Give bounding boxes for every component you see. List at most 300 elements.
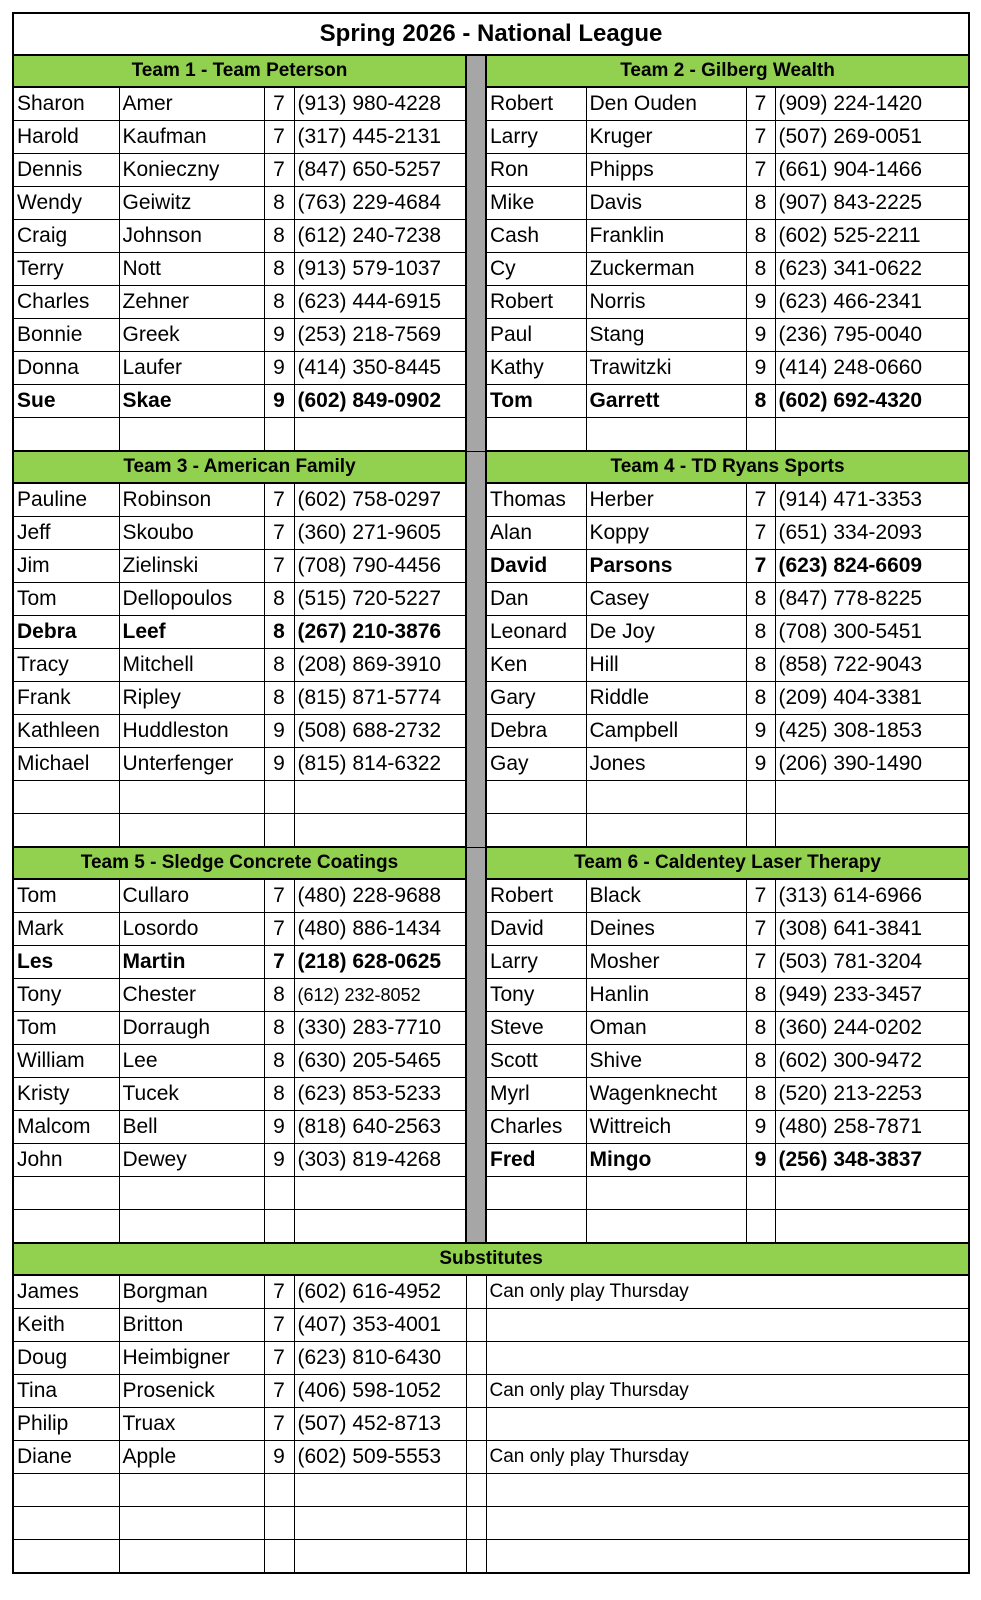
left-first-name: William [13, 1045, 119, 1078]
left-first-name: Kristy [13, 1078, 119, 1111]
substitute-first-name: James [13, 1275, 119, 1309]
column-separator [466, 55, 486, 451]
left-phone [294, 814, 466, 848]
right-phone: (909) 224-1420 [775, 87, 969, 121]
substitute-phone [294, 1474, 466, 1507]
left-first-name: Sharon [13, 87, 119, 121]
right-last-name: Davis [586, 187, 746, 220]
player-row [13, 979, 969, 1012]
left-phone: (815) 814-6322 [294, 748, 466, 781]
player-row [13, 1045, 969, 1078]
right-level: 8 [746, 649, 775, 682]
right-first-name: Debra [486, 715, 586, 748]
left-level: 9 [264, 1144, 294, 1177]
right-level: 8 [746, 1012, 775, 1045]
right-first-name: Thomas [486, 483, 586, 517]
substitute-note [486, 1507, 969, 1540]
right-phone: (236) 795-0040 [775, 319, 969, 352]
substitute-row [13, 1375, 969, 1408]
substitute-row [13, 1275, 969, 1309]
left-phone [294, 418, 466, 452]
left-first-name [13, 418, 119, 452]
left-phone: (913) 579-1037 [294, 253, 466, 286]
right-last-name: Norris [586, 286, 746, 319]
right-last-name: Zuckerman [586, 253, 746, 286]
right-last-name: Kruger [586, 121, 746, 154]
left-last-name: Nott [119, 253, 264, 286]
right-last-name: Hanlin [586, 979, 746, 1012]
left-level: 8 [264, 979, 294, 1012]
right-level: 9 [746, 319, 775, 352]
right-phone [775, 814, 969, 848]
left-phone [294, 1177, 466, 1210]
right-phone: (914) 471-3353 [775, 483, 969, 517]
right-first-name: Steve [486, 1012, 586, 1045]
left-last-name: Tucek [119, 1078, 264, 1111]
left-first-name: Jim [13, 550, 119, 583]
left-last-name: Skae [119, 385, 264, 418]
right-last-name: Deines [586, 913, 746, 946]
left-last-name: Amer [119, 87, 264, 121]
team-header-row [13, 847, 969, 879]
substitute-spacer [466, 1441, 486, 1474]
right-last-name: Mosher [586, 946, 746, 979]
substitute-phone: (623) 810-6430 [294, 1342, 466, 1375]
left-last-name: Chester [119, 979, 264, 1012]
right-level: 7 [746, 154, 775, 187]
right-level: 8 [746, 220, 775, 253]
right-last-name: Riddle [586, 682, 746, 715]
substitute-first-name: Doug [13, 1342, 119, 1375]
left-phone: (763) 229-4684 [294, 187, 466, 220]
left-last-name: Geiwitz [119, 187, 264, 220]
left-phone: (317) 445-2131 [294, 121, 466, 154]
left-first-name: Les [13, 946, 119, 979]
right-first-name [486, 814, 586, 848]
right-phone: (313) 614-6966 [775, 879, 969, 913]
substitute-last-name: Heimbigner [119, 1342, 264, 1375]
right-phone: (414) 248-0660 [775, 352, 969, 385]
left-last-name: Skoubo [119, 517, 264, 550]
substitute-last-name: Apple [119, 1441, 264, 1474]
player-row [13, 220, 969, 253]
left-level: 9 [264, 1111, 294, 1144]
left-phone: (267) 210-3876 [294, 616, 466, 649]
substitute-note [486, 1474, 969, 1507]
substitute-spacer [466, 1507, 486, 1540]
left-first-name [13, 814, 119, 848]
right-phone: (206) 390-1490 [775, 748, 969, 781]
right-level: 9 [746, 748, 775, 781]
right-first-name: Ken [486, 649, 586, 682]
right-first-name: Alan [486, 517, 586, 550]
right-last-name: De Joy [586, 616, 746, 649]
left-phone: (612) 240-7238 [294, 220, 466, 253]
right-last-name [586, 781, 746, 814]
left-level: 8 [264, 616, 294, 649]
left-phone: (515) 720-5227 [294, 583, 466, 616]
substitute-level: 7 [264, 1309, 294, 1342]
left-phone: (602) 758-0297 [294, 483, 466, 517]
right-phone: (623) 341-0622 [775, 253, 969, 286]
right-first-name: David [486, 913, 586, 946]
left-first-name: Kathleen [13, 715, 119, 748]
substitute-row [13, 1507, 969, 1540]
right-phone: (602) 300-9472 [775, 1045, 969, 1078]
right-last-name: Shive [586, 1045, 746, 1078]
right-level: 8 [746, 1045, 775, 1078]
left-last-name: Kaufman [119, 121, 264, 154]
right-phone: (623) 824-6609 [775, 550, 969, 583]
left-level: 7 [264, 879, 294, 913]
right-first-name: Myrl [486, 1078, 586, 1111]
column-separator [466, 451, 486, 847]
right-last-name: Phipps [586, 154, 746, 187]
substitute-last-name [119, 1540, 264, 1574]
right-first-name [486, 781, 586, 814]
substitute-phone: (602) 616-4952 [294, 1275, 466, 1309]
right-level [746, 814, 775, 848]
right-level: 7 [746, 913, 775, 946]
substitute-note [486, 1540, 969, 1574]
player-row [13, 879, 969, 913]
left-level: 9 [264, 715, 294, 748]
left-first-name: Craig [13, 220, 119, 253]
left-level: 8 [264, 187, 294, 220]
right-level: 9 [746, 1111, 775, 1144]
substitute-last-name: Britton [119, 1309, 264, 1342]
left-phone: (480) 886-1434 [294, 913, 466, 946]
right-level: 9 [746, 1144, 775, 1177]
left-last-name: Mitchell [119, 649, 264, 682]
substitute-first-name: Diane [13, 1441, 119, 1474]
left-last-name: Huddleston [119, 715, 264, 748]
substitute-row [13, 1441, 969, 1474]
left-last-name [119, 814, 264, 848]
team-header: Team 2 - Gilberg Wealth [486, 55, 969, 87]
right-first-name: Robert [486, 87, 586, 121]
right-first-name: David [486, 550, 586, 583]
left-phone: (815) 871-5774 [294, 682, 466, 715]
right-phone: (949) 233-3457 [775, 979, 969, 1012]
team-header: Team 1 - Team Peterson [13, 55, 466, 87]
substitute-note [486, 1342, 969, 1375]
player-row [13, 715, 969, 748]
left-first-name: Bonnie [13, 319, 119, 352]
left-level [264, 1177, 294, 1210]
right-first-name [486, 418, 586, 452]
substitute-level: 7 [264, 1375, 294, 1408]
right-phone: (308) 641-3841 [775, 913, 969, 946]
left-phone: (602) 849-0902 [294, 385, 466, 418]
right-last-name: Garrett [586, 385, 746, 418]
right-first-name: Fred [486, 1144, 586, 1177]
left-phone: (847) 650-5257 [294, 154, 466, 187]
right-phone: (209) 404-3381 [775, 682, 969, 715]
player-row [13, 352, 969, 385]
team-header: Team 5 - Sledge Concrete Coatings [13, 847, 466, 879]
page-title: Spring 2026 - National League [13, 13, 969, 55]
right-phone: (858) 722-9043 [775, 649, 969, 682]
left-level: 9 [264, 385, 294, 418]
player-row [13, 483, 969, 517]
right-first-name: Gay [486, 748, 586, 781]
left-last-name [119, 1210, 264, 1244]
substitute-level: 7 [264, 1275, 294, 1309]
left-phone: (253) 218-7569 [294, 319, 466, 352]
substitute-first-name: Tina [13, 1375, 119, 1408]
left-phone: (818) 640-2563 [294, 1111, 466, 1144]
substitute-level [264, 1507, 294, 1540]
substitute-first-name [13, 1474, 119, 1507]
player-row [13, 748, 969, 781]
substitute-level: 9 [264, 1441, 294, 1474]
right-last-name: Hill [586, 649, 746, 682]
left-last-name: Martin [119, 946, 264, 979]
team-header-row [13, 55, 969, 87]
player-row [13, 517, 969, 550]
left-phone: (623) 444-6915 [294, 286, 466, 319]
right-level: 9 [746, 715, 775, 748]
substitute-phone: (507) 452-8713 [294, 1408, 466, 1441]
player-row [13, 583, 969, 616]
player-row [13, 1210, 969, 1244]
right-level: 8 [746, 253, 775, 286]
substitute-first-name: Keith [13, 1309, 119, 1342]
substitute-row [13, 1540, 969, 1574]
player-row [13, 814, 969, 848]
right-first-name: Gary [486, 682, 586, 715]
right-phone: (256) 348-3837 [775, 1144, 969, 1177]
left-phone: (708) 790-4456 [294, 550, 466, 583]
left-phone: (303) 819-4268 [294, 1144, 466, 1177]
player-row [13, 781, 969, 814]
player-row [13, 286, 969, 319]
left-first-name: Tom [13, 583, 119, 616]
substitute-row [13, 1474, 969, 1507]
left-first-name: Wendy [13, 187, 119, 220]
left-first-name: Debra [13, 616, 119, 649]
player-row [13, 1012, 969, 1045]
substitute-level [264, 1474, 294, 1507]
player-row [13, 121, 969, 154]
right-last-name: Black [586, 879, 746, 913]
right-level: 7 [746, 517, 775, 550]
right-phone: (602) 525-2211 [775, 220, 969, 253]
left-level [264, 1210, 294, 1244]
left-first-name: Mark [13, 913, 119, 946]
right-phone: (480) 258-7871 [775, 1111, 969, 1144]
team-header: Team 6 - Caldentey Laser Therapy [486, 847, 969, 879]
substitute-phone [294, 1507, 466, 1540]
left-level: 9 [264, 748, 294, 781]
right-first-name: Dan [486, 583, 586, 616]
left-last-name: Losordo [119, 913, 264, 946]
right-phone: (708) 300-5451 [775, 616, 969, 649]
right-level: 9 [746, 286, 775, 319]
right-first-name [486, 1177, 586, 1210]
left-level: 8 [264, 583, 294, 616]
roster-table [12, 12, 970, 1574]
left-level: 8 [264, 1045, 294, 1078]
player-row [13, 154, 969, 187]
substitute-spacer [466, 1275, 486, 1309]
player-row [13, 418, 969, 452]
right-first-name: Cy [486, 253, 586, 286]
left-last-name: Dellopoulos [119, 583, 264, 616]
substitute-spacer [466, 1375, 486, 1408]
player-row [13, 682, 969, 715]
right-first-name: Ron [486, 154, 586, 187]
substitute-last-name: Truax [119, 1408, 264, 1441]
right-last-name: Koppy [586, 517, 746, 550]
right-last-name [586, 1177, 746, 1210]
substitute-spacer [466, 1342, 486, 1375]
left-last-name: Zehner [119, 286, 264, 319]
substitute-first-name: Philip [13, 1408, 119, 1441]
right-first-name: Cash [486, 220, 586, 253]
left-level: 8 [264, 649, 294, 682]
right-phone: (503) 781-3204 [775, 946, 969, 979]
left-phone: (360) 271-9605 [294, 517, 466, 550]
left-last-name: Laufer [119, 352, 264, 385]
left-level [264, 814, 294, 848]
left-first-name: Jeff [13, 517, 119, 550]
left-phone: (414) 350-8445 [294, 352, 466, 385]
substitute-spacer [466, 1408, 486, 1441]
left-first-name: Pauline [13, 483, 119, 517]
player-row [13, 616, 969, 649]
substitute-note: Can only play Thursday [486, 1375, 969, 1408]
left-last-name [119, 418, 264, 452]
right-phone: (847) 778-8225 [775, 583, 969, 616]
left-last-name: Johnson [119, 220, 264, 253]
right-last-name [586, 1210, 746, 1244]
right-level [746, 418, 775, 452]
player-row [13, 1177, 969, 1210]
substitute-level: 7 [264, 1408, 294, 1441]
left-first-name: Terry [13, 253, 119, 286]
left-level: 9 [264, 352, 294, 385]
player-row [13, 550, 969, 583]
right-phone [775, 1210, 969, 1244]
player-row [13, 187, 969, 220]
right-level: 8 [746, 187, 775, 220]
player-row [13, 1111, 969, 1144]
left-phone: (623) 853-5233 [294, 1078, 466, 1111]
right-last-name: Jones [586, 748, 746, 781]
right-phone: (661) 904-1466 [775, 154, 969, 187]
left-level: 8 [264, 220, 294, 253]
left-level: 9 [264, 319, 294, 352]
substitute-spacer [466, 1309, 486, 1342]
right-level: 7 [746, 946, 775, 979]
substitute-last-name: Borgman [119, 1275, 264, 1309]
substitute-phone: (407) 353-4001 [294, 1309, 466, 1342]
player-row [13, 913, 969, 946]
left-last-name: Dewey [119, 1144, 264, 1177]
player-row [13, 1078, 969, 1111]
left-phone [294, 1210, 466, 1244]
left-first-name: Tom [13, 1012, 119, 1045]
right-last-name: Wagenknecht [586, 1078, 746, 1111]
left-first-name: Tony [13, 979, 119, 1012]
left-last-name: Greek [119, 319, 264, 352]
right-phone: (520) 213-2253 [775, 1078, 969, 1111]
right-phone: (507) 269-0051 [775, 121, 969, 154]
substitute-first-name [13, 1507, 119, 1540]
left-last-name: Bell [119, 1111, 264, 1144]
player-row [13, 253, 969, 286]
right-first-name: Robert [486, 286, 586, 319]
substitute-phone: (602) 509-5553 [294, 1441, 466, 1474]
right-last-name [586, 814, 746, 848]
left-level: 7 [264, 550, 294, 583]
left-first-name: Malcom [13, 1111, 119, 1144]
substitute-note [486, 1309, 969, 1342]
right-first-name: Mike [486, 187, 586, 220]
left-first-name: Michael [13, 748, 119, 781]
substitute-note: Can only play Thursday [486, 1275, 969, 1309]
left-last-name: Cullaro [119, 879, 264, 913]
left-level: 7 [264, 154, 294, 187]
left-first-name: Frank [13, 682, 119, 715]
right-first-name: Scott [486, 1045, 586, 1078]
right-phone: (623) 466-2341 [775, 286, 969, 319]
substitute-first-name [13, 1540, 119, 1574]
left-level: 7 [264, 483, 294, 517]
left-phone: (508) 688-2732 [294, 715, 466, 748]
right-last-name: Wittreich [586, 1111, 746, 1144]
right-phone [775, 418, 969, 452]
right-phone: (360) 244-0202 [775, 1012, 969, 1045]
right-level: 8 [746, 385, 775, 418]
right-level: 8 [746, 682, 775, 715]
right-level: 7 [746, 483, 775, 517]
right-first-name: Charles [486, 1111, 586, 1144]
right-phone: (651) 334-2093 [775, 517, 969, 550]
right-level: 9 [746, 352, 775, 385]
substitute-note [486, 1408, 969, 1441]
left-first-name [13, 1177, 119, 1210]
left-level: 8 [264, 1078, 294, 1111]
right-level: 7 [746, 87, 775, 121]
substitute-row [13, 1309, 969, 1342]
left-level [264, 418, 294, 452]
left-level: 7 [264, 87, 294, 121]
left-last-name: Konieczny [119, 154, 264, 187]
right-phone: (907) 843-2225 [775, 187, 969, 220]
left-last-name [119, 1177, 264, 1210]
substitute-note: Can only play Thursday [486, 1441, 969, 1474]
left-level: 7 [264, 946, 294, 979]
left-level: 7 [264, 517, 294, 550]
player-row [13, 385, 969, 418]
left-phone: (630) 205-5465 [294, 1045, 466, 1078]
left-first-name: Donna [13, 352, 119, 385]
left-level: 8 [264, 682, 294, 715]
left-phone: (913) 980-4228 [294, 87, 466, 121]
left-level [264, 781, 294, 814]
roster-sheet [12, 12, 968, 1574]
left-phone: (612) 232-8052 [294, 979, 466, 1012]
substitute-row [13, 1342, 969, 1375]
right-first-name: Larry [486, 946, 586, 979]
left-first-name: Sue [13, 385, 119, 418]
right-last-name: Mingo [586, 1144, 746, 1177]
left-first-name: Harold [13, 121, 119, 154]
right-level [746, 1210, 775, 1244]
